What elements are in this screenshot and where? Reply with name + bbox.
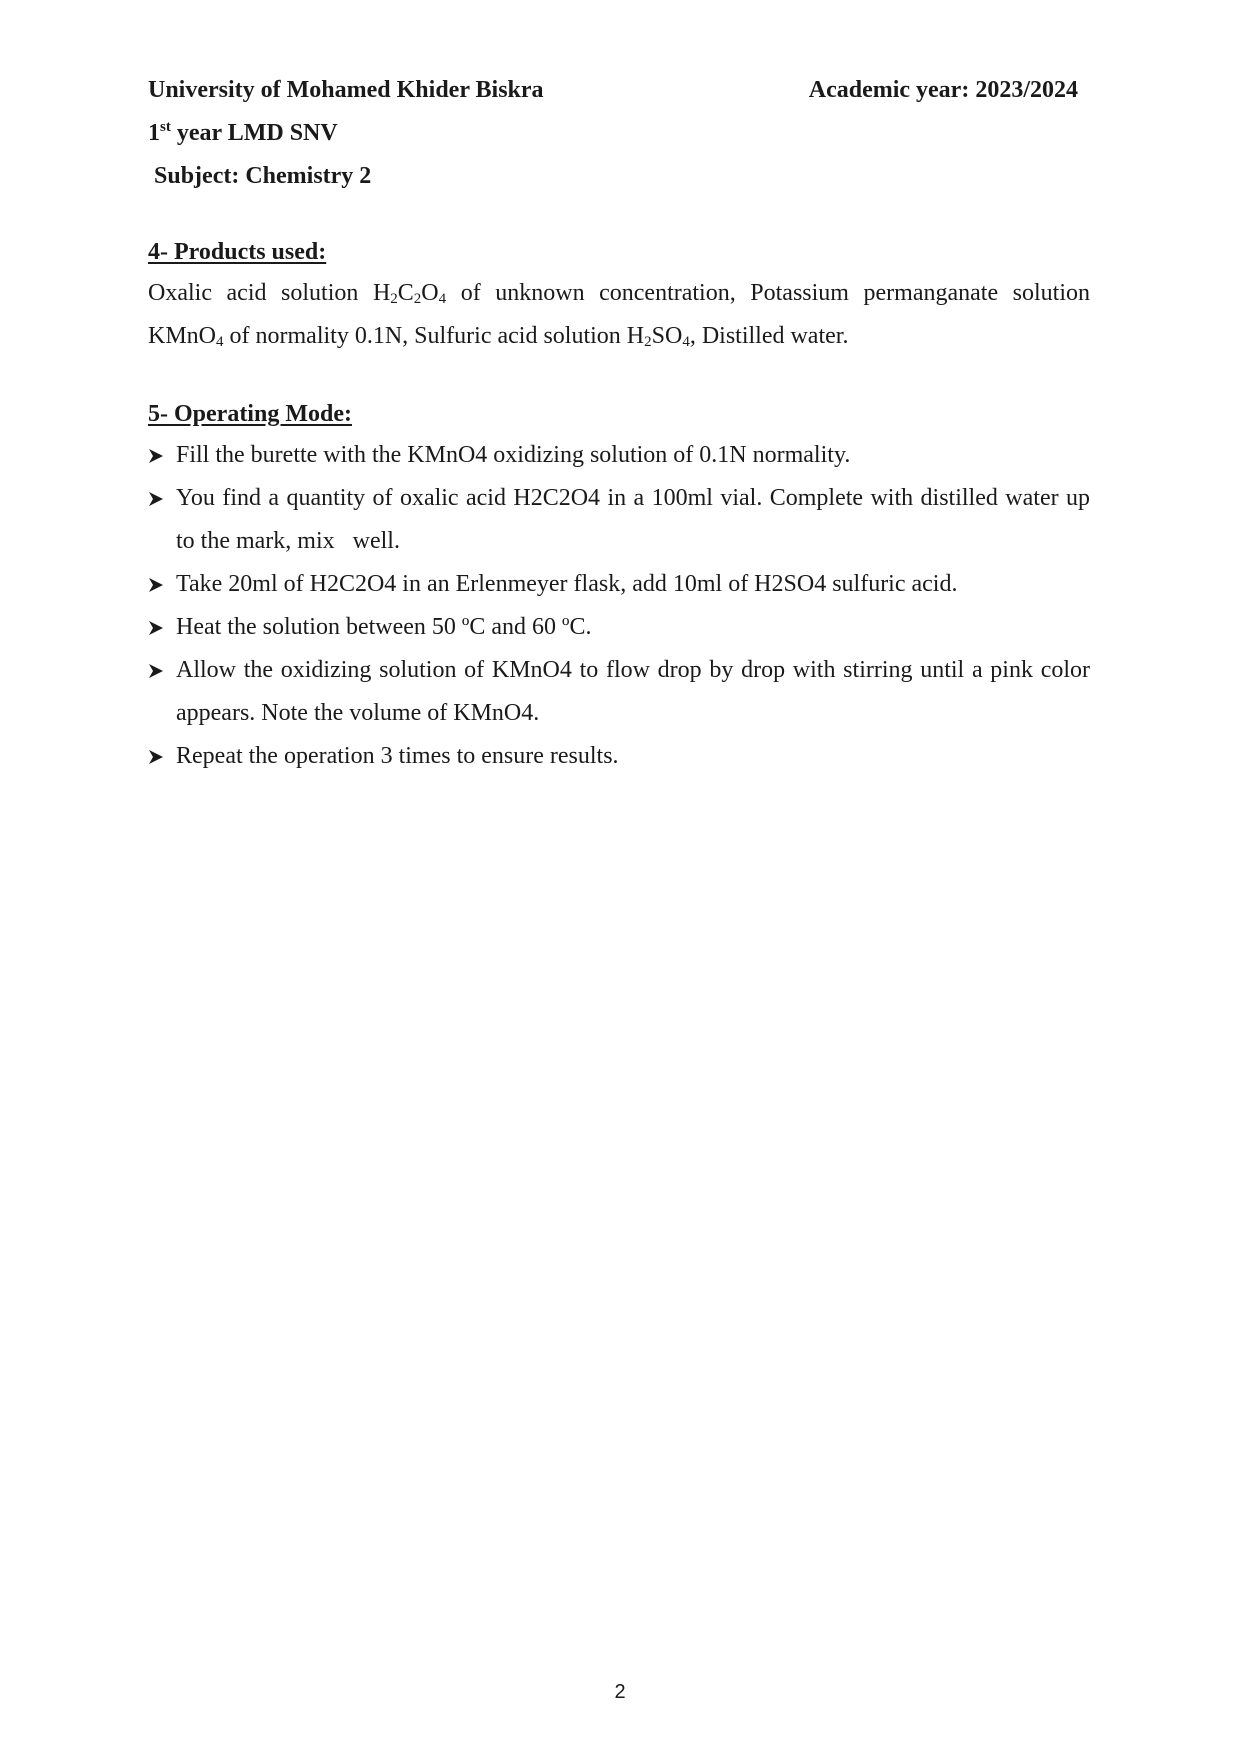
list-item (148, 606, 1090, 649)
list-item (148, 477, 1096, 563)
list-item (148, 649, 1090, 735)
list-item (148, 563, 1090, 606)
step-text: Repeat the operation 3 times to ensure results. (176, 743, 619, 769)
step-text: Take 20ml of H2C2O4 in an Erlenmeyer flask, add 10ml of H2SO4 sulfuric acid. (176, 571, 958, 597)
arrowhead-bullet-icon (148, 749, 164, 765)
list-item (148, 434, 1090, 477)
step-text: Allow the oxidizing solution of KMnO4 to flow drop by drop with stirring until a pink color appears. Note the volume of KMnO4. (176, 657, 1090, 726)
university-name: University of Mohamed Khider Biskra (148, 77, 544, 103)
document-header (148, 72, 1078, 108)
academic-year: Academic year: 2023/2024 (808, 77, 1078, 103)
arrowhead-bullet-icon (148, 663, 164, 679)
subject-line: Subject: Chemistry 2 (154, 163, 372, 189)
step-text: Heat the solution between 50 ºC and 60 ºC. (176, 614, 592, 640)
arrowhead-bullet-icon (148, 491, 164, 507)
step-text: Fill the burette with the KMnO4 oxidizing solution of 0.1N normality. (176, 442, 851, 468)
step-text: You find a quantity of oxalic acid H2C2O4 in a 100ml vial. Complete with distilled water up to the mark, mix well. (176, 485, 1096, 554)
arrowhead-bullet-icon (148, 620, 164, 636)
study-year-ordinal: st (160, 119, 171, 135)
arrowhead-bullet-icon (148, 577, 164, 593)
products-section-title: 4- Products used: (148, 239, 327, 265)
study-year-number: 1 (148, 120, 160, 146)
study-year-text: year LMD SNV (170, 120, 338, 146)
arrowhead-bullet-icon (148, 448, 164, 464)
page-number: 2 (614, 1681, 626, 1703)
operating-mode-section-title: 5- Operating Mode: (148, 401, 352, 427)
products-paragraph: Oxalic acid solution $H_2C_2O_4$ of unknown concentration, Potassium permanganate solution KMnO$_4$ of normality 0.1N, Sulfuric acid solution $H_2SO_4$, Distilled water. (148, 280, 1090, 350)
list-item (148, 735, 1090, 778)
operating-steps-list (148, 434, 1096, 778)
study-year (148, 115, 338, 151)
